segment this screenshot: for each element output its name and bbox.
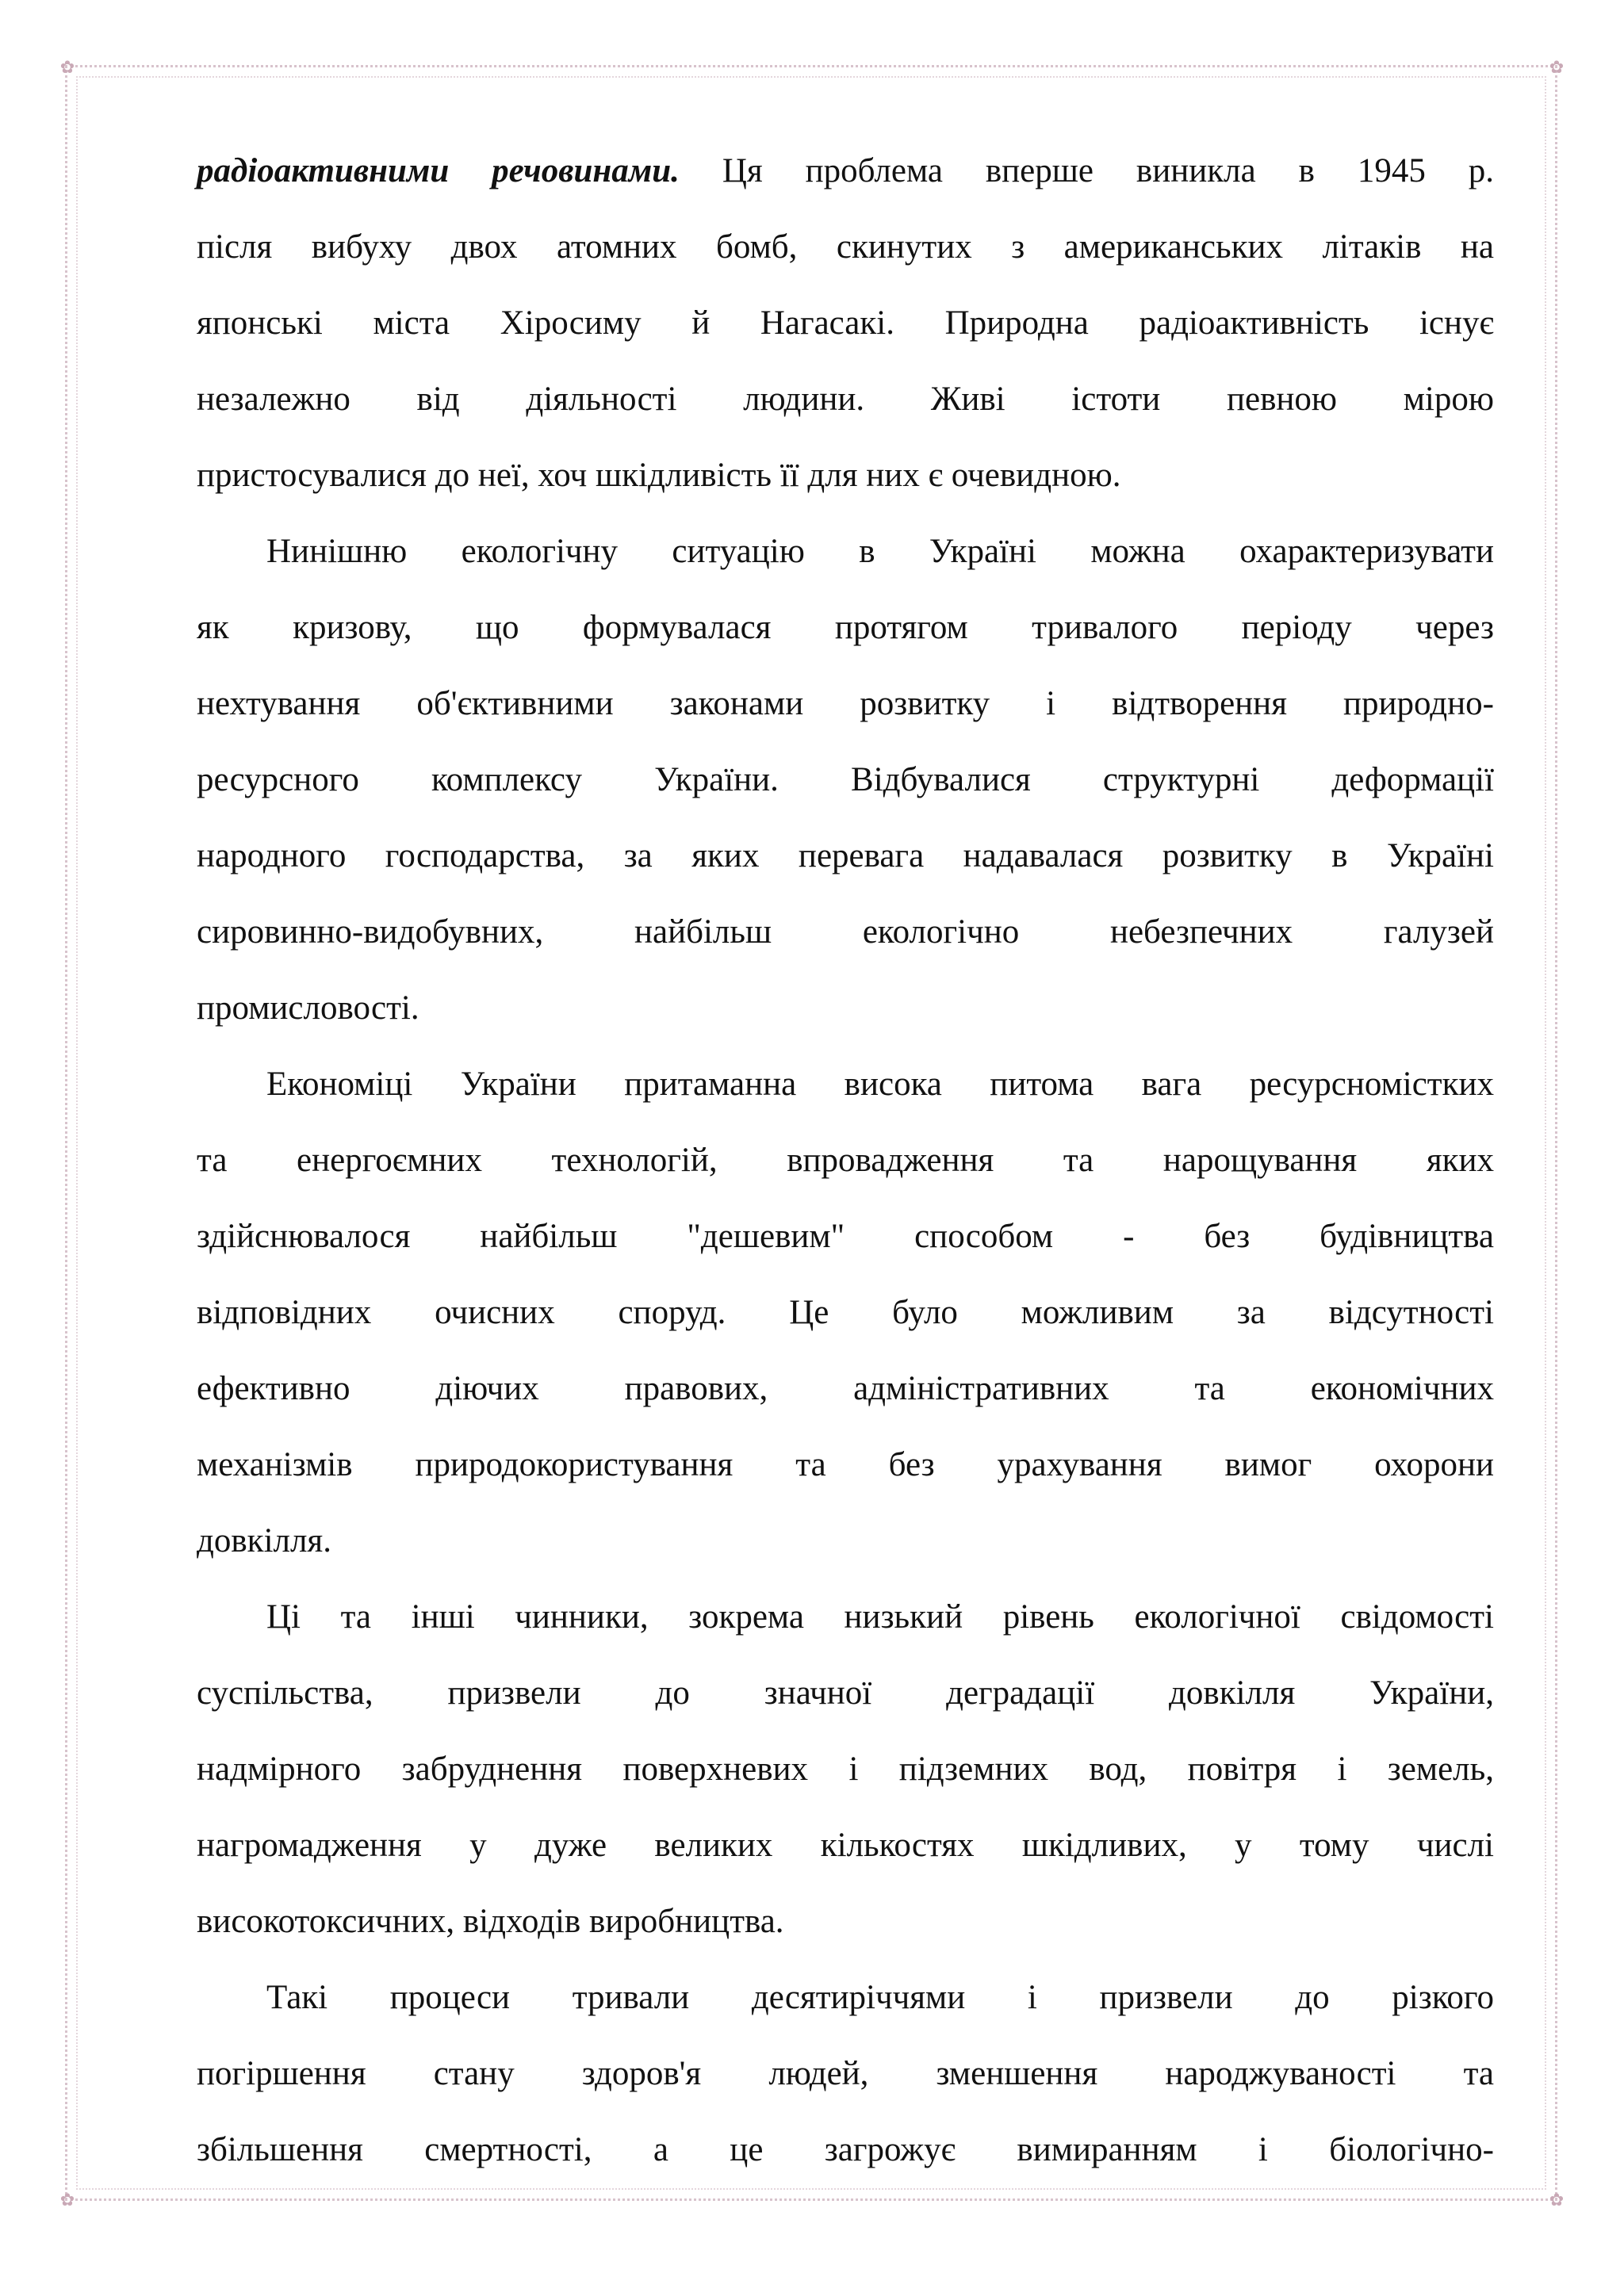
border-corner-ornament: ✿ [59,2190,75,2210]
text-line: погіршення стану здоров'я людей, зменшення народжуваності та [197,2055,1494,2092]
text-line: відповідних очисних споруд. Це було можливим за відсутності [197,1294,1494,1331]
border-corner-ornament: ✿ [1549,57,1565,77]
text-line: сировинно-видобувних, найбільш екологічно небезпечних галузей [197,913,1494,951]
text-line: Такі процеси тривали десятиріччями і призвели до різкого [266,1979,1494,2016]
text-line: як кризову, що формувалася протягом тривалого періоду через [197,609,1494,646]
text-line: надмірного забруднення поверхневих і підземних вод, повітря і земель, [197,1751,1494,1788]
text-line: Нинішню екологічну ситуацію в Україні можна охарактеризувати [266,533,1494,570]
text-line: високотоксичних, відходів виробництва. [197,1903,784,1940]
text-line: довкілля. [197,1522,331,1559]
text-line: промисловості. [197,989,419,1027]
text-line: нагромадження у дуже великих кількостях шкідливих, у тому числі [197,1827,1494,1864]
text-line: нехтування об'єктивними законами розвитку і відтворення природно- [197,685,1494,722]
border-corner-ornament: ✿ [1549,2190,1565,2210]
emphasized-term: радіоактивними речовинами. [197,152,680,189]
text-line: пристосувалися до неї, хоч шкідливість її для них є очевидною. [197,457,1121,494]
text-line: японські міста Хіросиму й Нагасакі. Природна радіоактивність існує [197,304,1494,342]
text-line: Ці та інші чинники, зокрема низький рівень екологічної свідомості [266,1598,1494,1636]
text-line: суспільства, призвели до значної деградації довкілля України, [197,1674,1494,1712]
paragraph [197,1960,1494,2188]
document-body [197,133,1494,2188]
text-line: та енергоємних технологій, впровадження та нарощування яких [197,1142,1494,1179]
text-line: ресурсного комплексу України. Відбувалися структурні деформації [197,761,1494,798]
paragraph [197,133,1494,514]
paragraph [197,1579,1494,1960]
text-line: збільшення смертності, а це загрожує вимиранням і біологічно- [197,2131,1494,2168]
text-line: після вибуху двох атомних бомб, скинутих з американських літаків на [197,228,1494,266]
text-line: механізмів природокористування та без урахування вимог охорони [197,1446,1494,1483]
text-line: Економіці України притаманна висока питома вага ресурсномістких [266,1066,1494,1103]
text-line: здійснювалося найбільш "дешевим" способом - без будівництва [197,1218,1494,1255]
text-line: ефективно діючих правових, адміністративних та економічних [197,1370,1494,1407]
line-text: Ця проблема вперше виникла в 1945 р. [679,152,1495,189]
text-line: народного господарства, за яких перевага надавалася розвитку в Україні [197,837,1494,874]
paragraph [197,1047,1494,1579]
text-line: незалежно від діяльності людини. Живі істоти певною мірою [197,381,1494,418]
text-line [197,133,1494,209]
border-corner-ornament: ✿ [59,57,75,77]
paragraph [197,514,1494,1047]
